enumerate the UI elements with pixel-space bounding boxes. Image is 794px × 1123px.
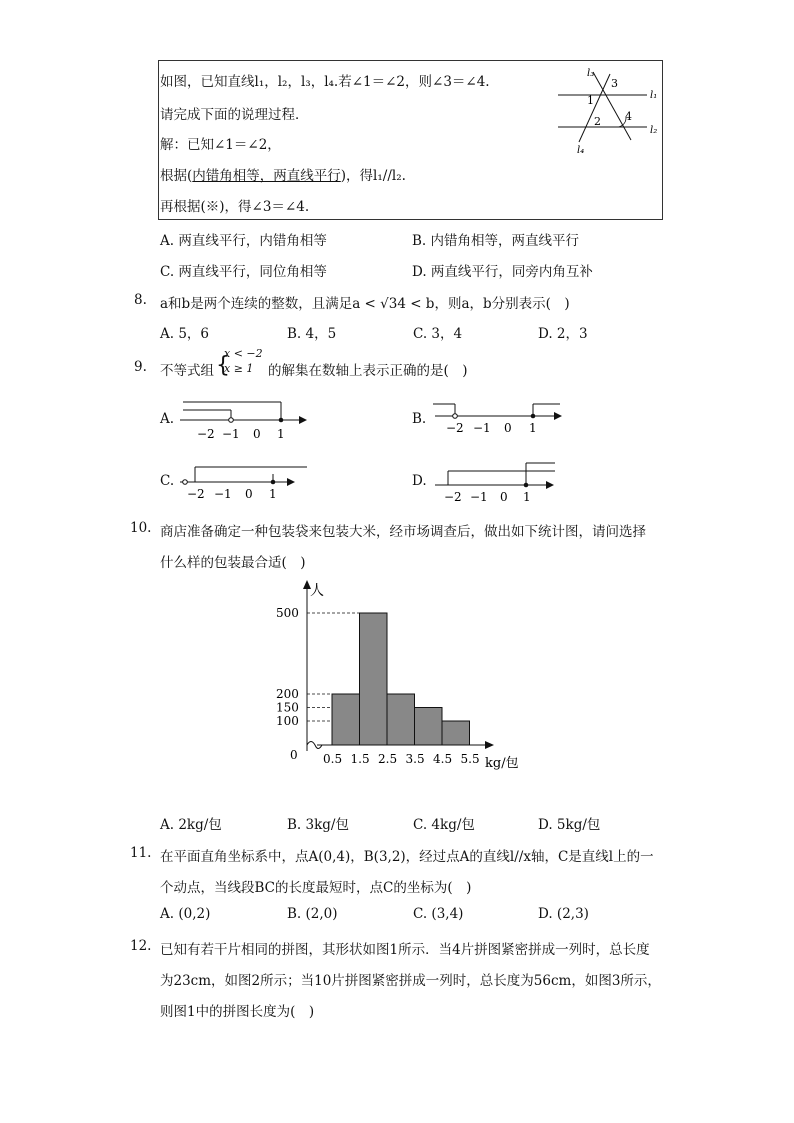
q7-figure bbox=[555, 62, 660, 157]
q9d-tick-neg2: −2 bbox=[444, 490, 462, 504]
q8-option-a[interactable]: A. 5，6 bbox=[160, 326, 210, 342]
q11-text-1: 在平面直角坐标系中，点A(0,4)，B(3,2)，经过点A的直线l//x轴，C是直线l上的一 bbox=[160, 849, 654, 865]
chart-xtick-3.5: 3.5 bbox=[405, 752, 425, 766]
q9a-tick-neg1: −1 bbox=[222, 427, 240, 441]
q7-line-1: 如图，已知直线l₁，l₂，l₃，l₄.若∠1＝∠2，则∠3＝∠4. bbox=[160, 74, 490, 90]
q9-option-d[interactable]: D. bbox=[412, 473, 427, 489]
fig-label-4: 4 bbox=[625, 110, 632, 123]
q9-text-pre: 不等式组 bbox=[160, 363, 214, 379]
chart-x-arrow bbox=[485, 741, 494, 749]
chart-ytick-150: 150 bbox=[276, 700, 299, 715]
q10-option-b[interactable]: B. 3kg/包 bbox=[287, 817, 349, 833]
q7-line-4-pre: 根据( bbox=[160, 168, 193, 184]
q9-brace: { bbox=[216, 353, 230, 378]
q9a-tick-0: 0 bbox=[253, 427, 261, 441]
q8-number: 8. bbox=[134, 292, 147, 308]
q9-numberline-a[interactable] bbox=[175, 396, 310, 446]
q10-text-1: 商店准备确定一种包装袋来包装大米，经市场调查后，做出如下统计图，请问选择 bbox=[160, 524, 646, 540]
q7-line-5: 再根据(※)，得∠3＝∠4. bbox=[160, 199, 310, 215]
chart-ytick-200: 200 bbox=[276, 687, 299, 701]
chart-xtick-2.5: 2.5 bbox=[378, 752, 398, 766]
chart-xtick-4.5: 4.5 bbox=[433, 752, 453, 766]
q10-text-2: 什么样的包装最合适( ) bbox=[160, 555, 306, 571]
fig-label-1: 1 bbox=[587, 94, 594, 107]
q9d-tick-0: 0 bbox=[500, 490, 508, 504]
q9b-tick-1: 1 bbox=[529, 421, 537, 435]
q8-option-b[interactable]: B. 4，5 bbox=[287, 326, 337, 342]
q9-number: 9. bbox=[134, 359, 147, 375]
q9-option-c[interactable]: C. bbox=[160, 473, 175, 489]
q7-option-c[interactable]: C. 两直线平行，同位角相等 bbox=[160, 264, 327, 280]
q9d-tick-1: 1 bbox=[523, 490, 531, 504]
q9-text-post: 的解集在数轴上表示正确的是( ) bbox=[268, 363, 468, 379]
q9-numberline-c[interactable] bbox=[175, 460, 310, 506]
chart-xlabel: kg/包 bbox=[485, 756, 519, 771]
q12-text-3: 则图1中的拼图长度为( ) bbox=[160, 1004, 315, 1020]
q9c-tick-0: 0 bbox=[245, 487, 253, 501]
q10-option-d[interactable]: D. 5kg/包 bbox=[538, 817, 601, 833]
q9c-tick-1: 1 bbox=[269, 487, 277, 501]
chart-bar-4 bbox=[415, 708, 443, 746]
fig-label-2: 2 bbox=[594, 115, 601, 128]
q9d-tick-neg1: −1 bbox=[470, 490, 488, 504]
q11-option-b[interactable]: B. (2,0) bbox=[287, 906, 338, 922]
chart-xtick-0.5: 0.5 bbox=[323, 752, 343, 766]
chart-bar-1 bbox=[332, 694, 360, 745]
q12-number: 12. bbox=[130, 938, 152, 954]
q9b-tick-0: 0 bbox=[504, 421, 512, 435]
q9-numberline-d[interactable] bbox=[430, 460, 565, 506]
chart-ylabel: 人 bbox=[310, 583, 324, 599]
q7-option-d[interactable]: D. 两直线平行，同旁内角互补 bbox=[412, 264, 593, 280]
q8-option-d[interactable]: D. 2，3 bbox=[538, 326, 588, 342]
q9-numberline-b[interactable] bbox=[430, 396, 565, 446]
q10-histogram bbox=[270, 575, 540, 775]
q9c-tick-neg2: −2 bbox=[187, 487, 205, 501]
q10-number: 10. bbox=[130, 520, 152, 536]
q9b-tick-neg2: −2 bbox=[446, 421, 464, 435]
chart-ytick-500: 500 bbox=[276, 606, 299, 620]
q8-text: a和b是两个连续的整数，且满足a < √34 < b，则a，b分别表示( ) bbox=[160, 296, 570, 312]
q9c-tick-neg1: −1 bbox=[214, 487, 232, 501]
chart-bar-3 bbox=[387, 694, 415, 745]
fig-label-l1: l₁ bbox=[650, 90, 658, 101]
chart-xtick-5.5: 5.5 bbox=[460, 752, 480, 766]
q11-option-c[interactable]: C. (3,4) bbox=[413, 906, 464, 922]
q9a-tick-1: 1 bbox=[277, 427, 285, 441]
q7-line-4-post: )，得l₁//l₂. bbox=[340, 168, 406, 184]
fig-label-3: 3 bbox=[611, 77, 618, 90]
q12-text-1: 已知有若干片相同的拼图，其形状如图1所示．当4片拼图紧密拼成一列时，总长度 bbox=[160, 942, 650, 958]
q7-line-4-underline: 内错角相等，两直线平行 bbox=[192, 168, 341, 184]
chart-bar-2 bbox=[360, 613, 388, 745]
fig-label-l4: l₄ bbox=[577, 145, 585, 156]
q7-line-2: 请完成下面的说理过程． bbox=[160, 107, 309, 123]
q8-option-c[interactable]: C. 3，4 bbox=[413, 326, 463, 342]
q9b-tick-neg1: −1 bbox=[473, 421, 491, 435]
q10-option-a[interactable]: A. 2kg/包 bbox=[160, 817, 222, 833]
fig-label-l3: l₃ bbox=[587, 68, 595, 79]
chart-xtick-1.5: 1.5 bbox=[350, 752, 370, 766]
chart-bar-5 bbox=[442, 721, 470, 745]
q7-option-a[interactable]: A. 两直线平行，内错角相等 bbox=[160, 233, 327, 249]
q9-ineq-2: x ≥ 1 bbox=[224, 362, 254, 375]
q9a-tick-neg2: −2 bbox=[197, 427, 215, 441]
q10-option-c[interactable]: C. 4kg/包 bbox=[413, 817, 475, 833]
chart-ytick-100: 100 bbox=[276, 714, 299, 728]
q9-option-a[interactable]: A. bbox=[160, 411, 175, 427]
q11-text-2: 个动点，当线段BC的长度最短时，点C的坐标为( ) bbox=[160, 880, 472, 896]
fig-label-l2: l₂ bbox=[650, 125, 658, 136]
q9-option-b[interactable]: B. bbox=[412, 411, 427, 427]
chart-ytick-0: 0 bbox=[290, 748, 298, 762]
q7-option-b[interactable]: B. 内错角相等，两直线平行 bbox=[412, 233, 580, 249]
q7-line-4 bbox=[160, 164, 406, 184]
q12-text-2: 为23cm，如图2所示；当10片拼图紧密拼成一列时，总长度为56cm，如图3所示， bbox=[160, 973, 661, 989]
q11-option-a[interactable]: A. (0,2) bbox=[160, 906, 211, 922]
q7-line-3: 解：已知∠1＝∠2， bbox=[160, 137, 281, 153]
q11-number: 11. bbox=[130, 845, 152, 861]
q11-option-d[interactable]: D. (2,3) bbox=[538, 906, 589, 922]
q9-ineq-1: x < −2 bbox=[224, 347, 263, 360]
